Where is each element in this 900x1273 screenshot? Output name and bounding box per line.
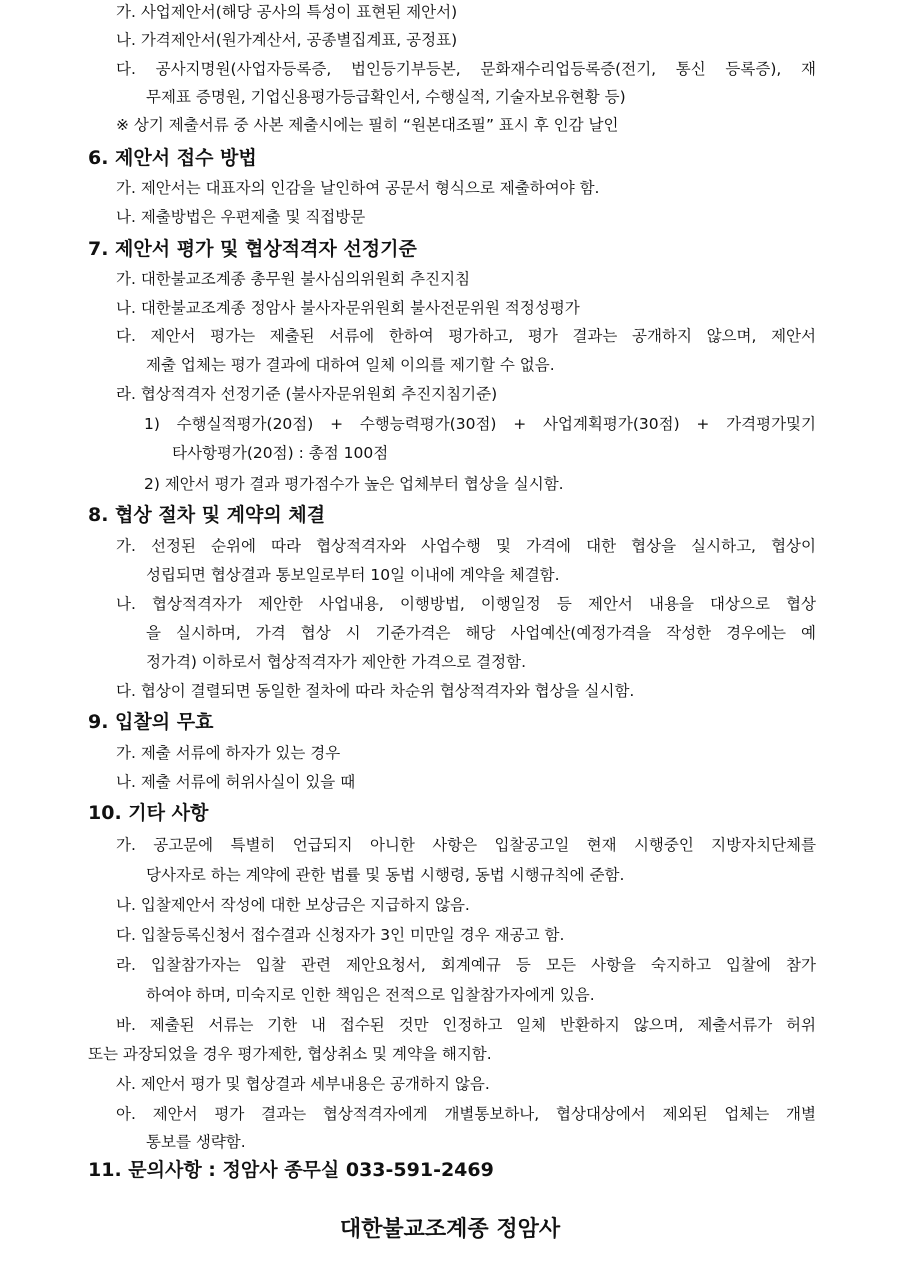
s8-item-na-line2: 을 실시하며, 가격 협상 시 기준가격은 해당 사업예산(예정가격을 작성한 경우에는 예 — [146, 624, 816, 642]
s7-item-ga: 가. 대한불교조계종 총무원 불사심의위원회 추진지침 — [116, 270, 471, 288]
s10-item-a-line2: 통보를 생략함. — [146, 1133, 246, 1151]
s7-item-da-line2: 제출 업체는 평가 결과에 대하여 일체 이의를 제기할 수 없음. — [146, 356, 555, 374]
s8-item-na-line3: 정가격) 이하로서 협상적격자가 제안한 가격으로 결정함. — [146, 653, 526, 671]
item-na-price-proposal: 나. 가격제안서(원가계산서, 공종별집계표, 공정표) — [116, 31, 458, 49]
s10-item-ga-line2: 당사자로 하는 계약에 관한 법률 및 동법 시행령, 동법 시행규칙에 준함. — [146, 866, 625, 884]
section-8-heading: 8. 협상 절차 및 계약의 체결 — [88, 504, 326, 526]
note-original-copy: ※ 상기 제출서류 중 사본 제출시에는 필히 “원본대조필” 표시 후 인감 날인 — [116, 116, 619, 134]
s7-item-da-line1: 다. 제안서 평가는 제출된 서류에 한하여 평가하고, 평가 결과는 공개하지 않으며, 제안서 — [116, 327, 816, 345]
item-da-company-docs-line2: 무제표 증명원, 기업신용평가등급확인서, 수행실적, 기술자보유현황 등) — [146, 88, 626, 106]
s7-item-ra: 라. 협상적격자 선정기준 (불사자문위원회 추진지침기준) — [116, 385, 498, 403]
s10-item-ga-line1: 가. 공고문에 특별히 언급되지 아니한 사항은 입찰공고일 현재 시행중인 지방자치단체를 — [116, 836, 816, 854]
s10-item-a-line1: 아. 제안서 평가 결과는 협상적격자에게 개별통보하나, 협상대상에서 제외된 업체는 개별 — [116, 1105, 816, 1123]
s10-item-ma-line1: 바. 제출된 서류는 기한 내 접수된 것만 인정하고 일체 반환하지 않으며, 제출서류가 허위 — [116, 1016, 816, 1034]
section-6-heading: 6. 제안서 접수 방법 — [88, 147, 257, 169]
s7-ra-sub1-line1: 1) 수행실적평가(20점) + 수행능력평가(30점) + 사업계획평가(30점) + 가격평가및기 — [144, 415, 816, 433]
s9-item-na: 나. 제출 서류에 허위사실이 있을 때 — [116, 773, 356, 791]
section-9-heading: 9. 입찰의 무효 — [88, 711, 214, 733]
item-da-company-docs-line1: 다. 공사지명원(사업자등록증, 법인등기부등본, 문화재수리업등록증(전기, 통신 등록증), 재 — [116, 60, 816, 78]
organization-footer: 대한불교조계종 정암사 — [339, 1217, 561, 1242]
s6-item-ga: 가. 제안서는 대표자의 인감을 날인하여 공문서 형식으로 제출하여야 함. — [116, 179, 600, 197]
section-7-heading: 7. 제안서 평가 및 협상적격자 선정기준 — [88, 238, 417, 260]
section-10-heading: 10. 기타 사항 — [88, 802, 209, 824]
s7-ra-sub1-line2: 타사항평가(20점) : 총점 100점 — [172, 444, 389, 462]
s8-item-na-line1: 나. 협상적격자가 제안한 사업내용, 이행방법, 이행일정 등 제안서 내용을 대상으로 협상 — [116, 595, 816, 613]
s7-ra-sub2: 2) 제안서 평가 결과 평가점수가 높은 업체부터 협상을 실시함. — [144, 475, 564, 493]
item-ga-business-proposal: 가. 사업제안서(해당 공사의 특성이 표현된 제안서) — [116, 3, 458, 21]
section-11-contact-heading: 11. 문의사항 : 정암사 종무실 033-591-2469 — [88, 1159, 494, 1181]
s8-item-ga-line1: 가. 선정된 순위에 따라 협상적격자와 사업수행 및 가격에 대한 협상을 실시하고, 협상이 — [116, 537, 816, 555]
s10-item-ma-line2: 또는 과장되었을 경우 평가제한, 협상취소 및 계약을 해지함. — [88, 1045, 492, 1063]
s7-item-na: 나. 대한불교조계종 정암사 불사자문위원회 불사전문위원 적정성평가 — [116, 299, 580, 317]
s10-item-da: 다. 입찰등록신청서 접수결과 신청자가 3인 미만일 경우 재공고 함. — [116, 926, 565, 944]
s9-item-ga: 가. 제출 서류에 하자가 있는 경우 — [116, 744, 341, 762]
s10-item-ra-line2: 하여야 하며, 미숙지로 인한 책임은 전적으로 입찰참가자에게 있음. — [146, 986, 595, 1004]
s10-item-sa: 사. 제안서 평가 및 협상결과 세부내용은 공개하지 않음. — [116, 1075, 490, 1093]
s6-item-na: 나. 제출방법은 우편제출 및 직접방문 — [116, 208, 366, 226]
s8-item-da: 다. 협상이 결렬되면 동일한 절차에 따라 차순위 협상적격자와 협상을 실시함. — [116, 682, 635, 700]
s8-item-ga-line2: 성립되면 협상결과 통보일로부터 10일 이내에 계약을 체결함. — [146, 566, 560, 584]
s10-item-na: 나. 입찰제안서 작성에 대한 보상금은 지급하지 않음. — [116, 896, 470, 914]
s10-item-ra-line1: 라. 입찰참가자는 입찰 관련 제안요청서, 회계예규 등 모든 사항을 숙지하고 입찰에 참가 — [116, 956, 816, 974]
